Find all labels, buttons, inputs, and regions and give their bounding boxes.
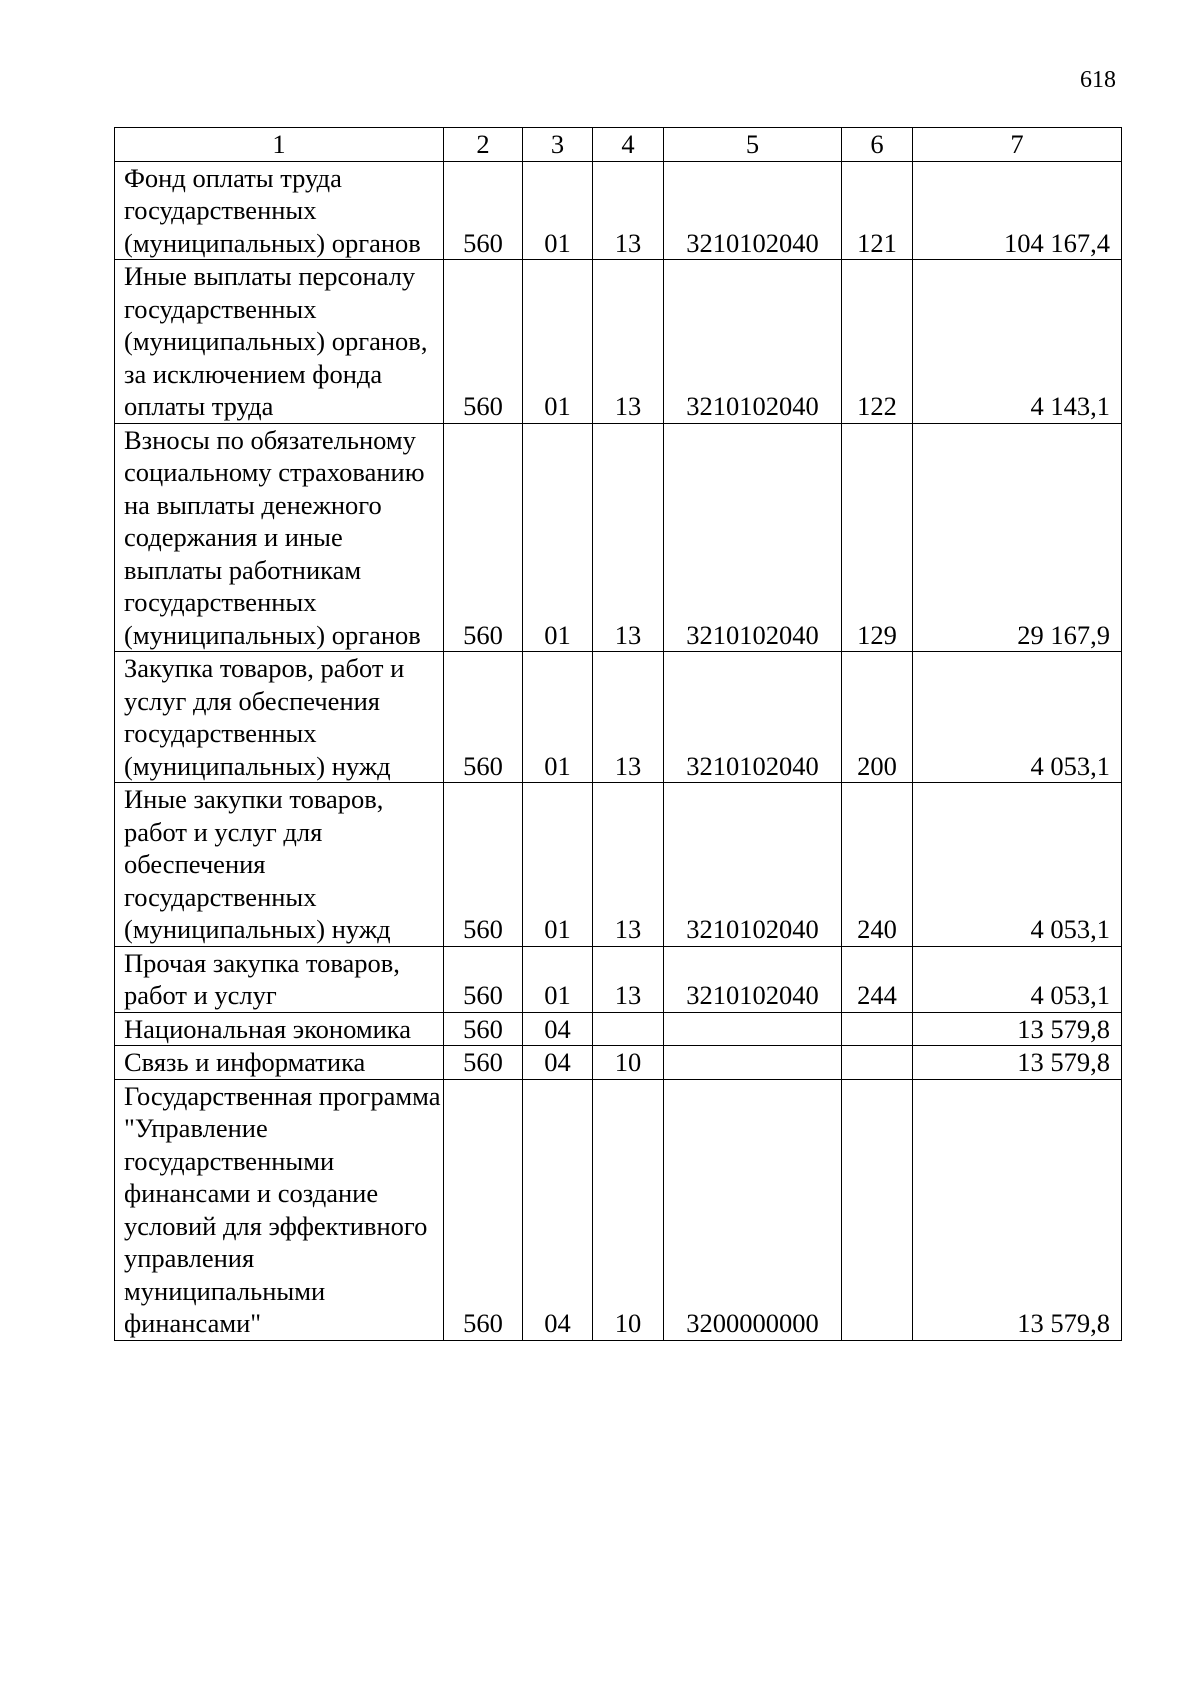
row-name: Национальная экономика	[115, 1012, 444, 1046]
row-vr: 121	[842, 161, 913, 260]
table-row	[115, 260, 1122, 424]
row-pr: 13	[593, 423, 664, 652]
row-csr: 3210102040	[664, 260, 842, 424]
header-cell-6: 6	[842, 128, 913, 162]
header-cell-5: 5	[664, 128, 842, 162]
row-ved: 560	[444, 1046, 523, 1080]
row-name: Фонд оплаты труда государственных (муниципальных) органов	[115, 161, 444, 260]
row-ved: 560	[444, 946, 523, 1012]
row-rz: 01	[523, 260, 593, 424]
row-pr	[593, 1012, 664, 1046]
budget-table	[114, 127, 1122, 1341]
row-name: Прочая закупка товаров, работ и услуг	[115, 946, 444, 1012]
table-row	[115, 423, 1122, 652]
row-csr: 3210102040	[664, 946, 842, 1012]
row-csr: 3210102040	[664, 423, 842, 652]
row-csr: 3200000000	[664, 1079, 842, 1340]
row-rz: 01	[523, 783, 593, 947]
row-amount: 4 053,1	[913, 783, 1122, 947]
row-vr: 129	[842, 423, 913, 652]
row-pr: 13	[593, 783, 664, 947]
table-row	[115, 652, 1122, 783]
row-amount: 4 053,1	[913, 652, 1122, 783]
header-cell-7: 7	[913, 128, 1122, 162]
row-rz: 01	[523, 652, 593, 783]
row-vr: 122	[842, 260, 913, 424]
row-ved: 560	[444, 1079, 523, 1340]
table-row	[115, 161, 1122, 260]
row-vr	[842, 1079, 913, 1340]
row-amount: 13 579,8	[913, 1046, 1122, 1080]
header-cell-1: 1	[115, 128, 444, 162]
row-vr: 244	[842, 946, 913, 1012]
row-ved: 560	[444, 652, 523, 783]
row-vr: 240	[842, 783, 913, 947]
table-row	[115, 1046, 1122, 1080]
row-rz: 04	[523, 1012, 593, 1046]
row-rz: 01	[523, 423, 593, 652]
table-row	[115, 1012, 1122, 1046]
row-pr: 10	[593, 1079, 664, 1340]
row-pr: 13	[593, 652, 664, 783]
row-csr	[664, 1046, 842, 1080]
row-vr: 200	[842, 652, 913, 783]
row-ved: 560	[444, 1012, 523, 1046]
row-csr	[664, 1012, 842, 1046]
row-ved: 560	[444, 783, 523, 947]
row-name: Закупка товаров, работ и услуг для обеспечения государственных (муниципальных) нужд	[115, 652, 444, 783]
row-name: Взносы по обязательному социальному страхованию на выплаты денежного содержания и иные выплаты работникам государственных (муниципальных) органов	[115, 423, 444, 652]
row-pr: 13	[593, 946, 664, 1012]
row-csr: 3210102040	[664, 652, 842, 783]
row-rz: 04	[523, 1046, 593, 1080]
header-cell-2: 2	[444, 128, 523, 162]
row-amount: 4 053,1	[913, 946, 1122, 1012]
row-ved: 560	[444, 161, 523, 260]
row-amount: 13 579,8	[913, 1079, 1122, 1340]
table-row	[115, 1079, 1122, 1340]
row-ved: 560	[444, 423, 523, 652]
row-csr: 3210102040	[664, 161, 842, 260]
row-ved: 560	[444, 260, 523, 424]
row-name: Иные выплаты персоналу государственных (муниципальных) органов, за исключением фонда оплаты труда	[115, 260, 444, 424]
row-name: Связь и информатика	[115, 1046, 444, 1080]
header-row	[115, 128, 1122, 162]
row-csr: 3210102040	[664, 783, 842, 947]
table-row	[115, 946, 1122, 1012]
row-pr: 13	[593, 260, 664, 424]
page-number: 618	[1080, 67, 1116, 93]
row-pr: 13	[593, 161, 664, 260]
row-amount: 4 143,1	[913, 260, 1122, 424]
row-amount: 29 167,9	[913, 423, 1122, 652]
header-cell-3: 3	[523, 128, 593, 162]
table-row	[115, 783, 1122, 947]
header-cell-4: 4	[593, 128, 664, 162]
row-amount: 13 579,8	[913, 1012, 1122, 1046]
row-name: Государственная программа "Управление государственными финансами и создание условий для эффективного управления муниципальными финансами"	[115, 1079, 444, 1340]
row-pr: 10	[593, 1046, 664, 1080]
row-vr	[842, 1012, 913, 1046]
row-vr	[842, 1046, 913, 1080]
row-rz: 01	[523, 161, 593, 260]
row-rz: 04	[523, 1079, 593, 1340]
row-rz: 01	[523, 946, 593, 1012]
row-amount: 104 167,4	[913, 161, 1122, 260]
row-name: Иные закупки товаров, работ и услуг для обеспечения государственных (муниципальных) нужд	[115, 783, 444, 947]
